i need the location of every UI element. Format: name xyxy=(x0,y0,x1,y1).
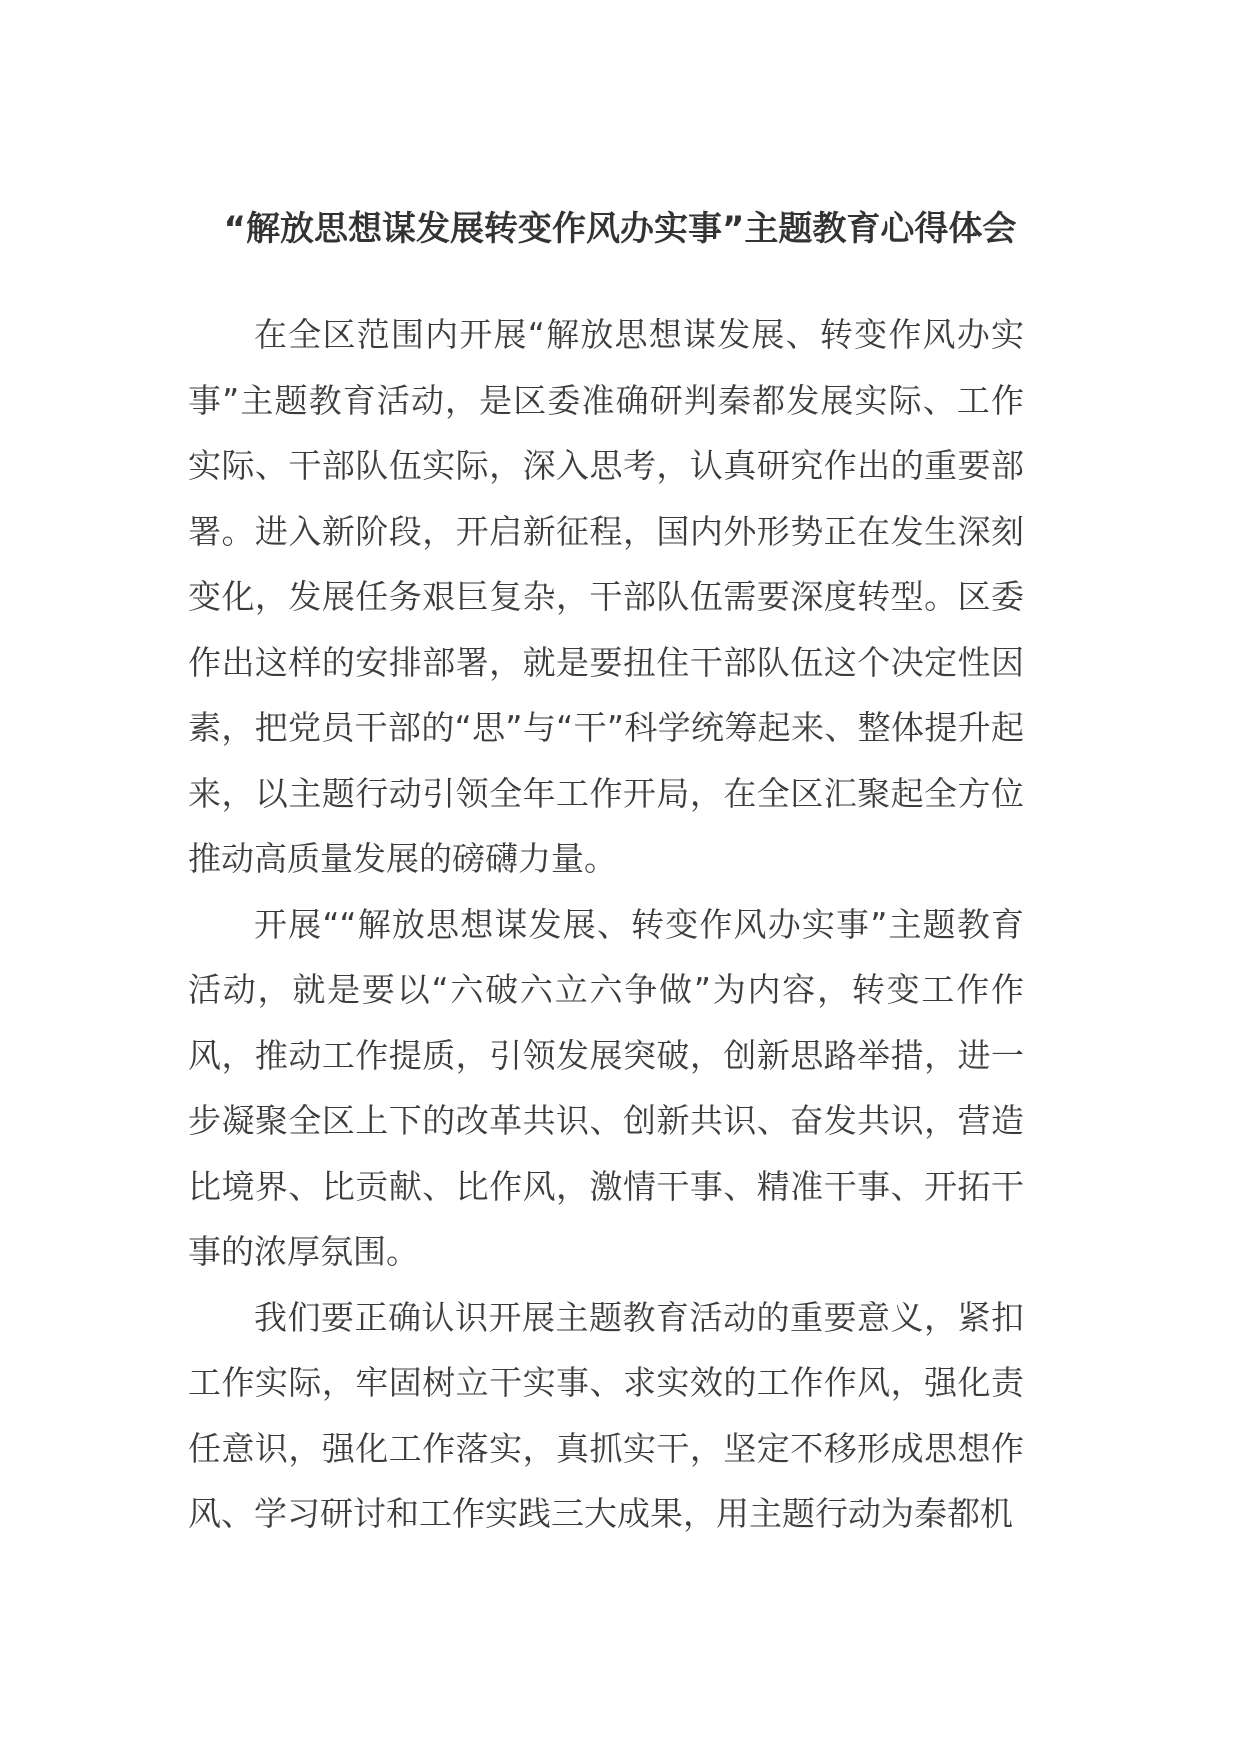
document-title: “解放思想谋发展转变作风办实事”主题教育心得体会 xyxy=(223,209,1017,249)
paragraph-1: 在全区范围内开展“解放思想谋发展、转变作风办实事”主题教育活动，是区委准确研判秦都发展实际、工作实际、干部队伍实际，深入思考，认真研究作出的重要部署。进入新阶段，开启新征程，国内外形势正在发生深刻变化，发展任务艰巨复杂，干部队伍需要深度转型。区委作出这样的安排部署，就是要扭住干部队伍这个决定性因素，把党员干部的“思”与“干”科学统筹起来、整体提升起来，以主题行动引领全年工作开局，在全区汇聚起全方位推动高质量发展的磅礴力量。 xyxy=(188,315,1024,878)
paragraph-3: 我们要正确认识开展主题教育活动的重要意义，紧扣工作实际，牢固树立干实事、求实效的工作作风，强化责任意识，强化工作落实，真抓实干，坚定不移形成思想作风、学习研讨和工作实践三大成果，用主题行动为秦都机 xyxy=(188,1297,1024,1533)
paragraph-2: 开展““解放思想谋发展、转变作风办实事”主题教育活动，就是要以“六破六立六争做”为内容，转变工作作风，推动工作提质，引领发展突破，创新思路举措，进一步凝聚全区上下的改革共识、创新共识、奋发共识，营造比境界、比贡献、比作风，激情干事、精准干事、开拓干事的浓厚氛围。 xyxy=(188,904,1024,1271)
document-body xyxy=(188,302,1024,1547)
